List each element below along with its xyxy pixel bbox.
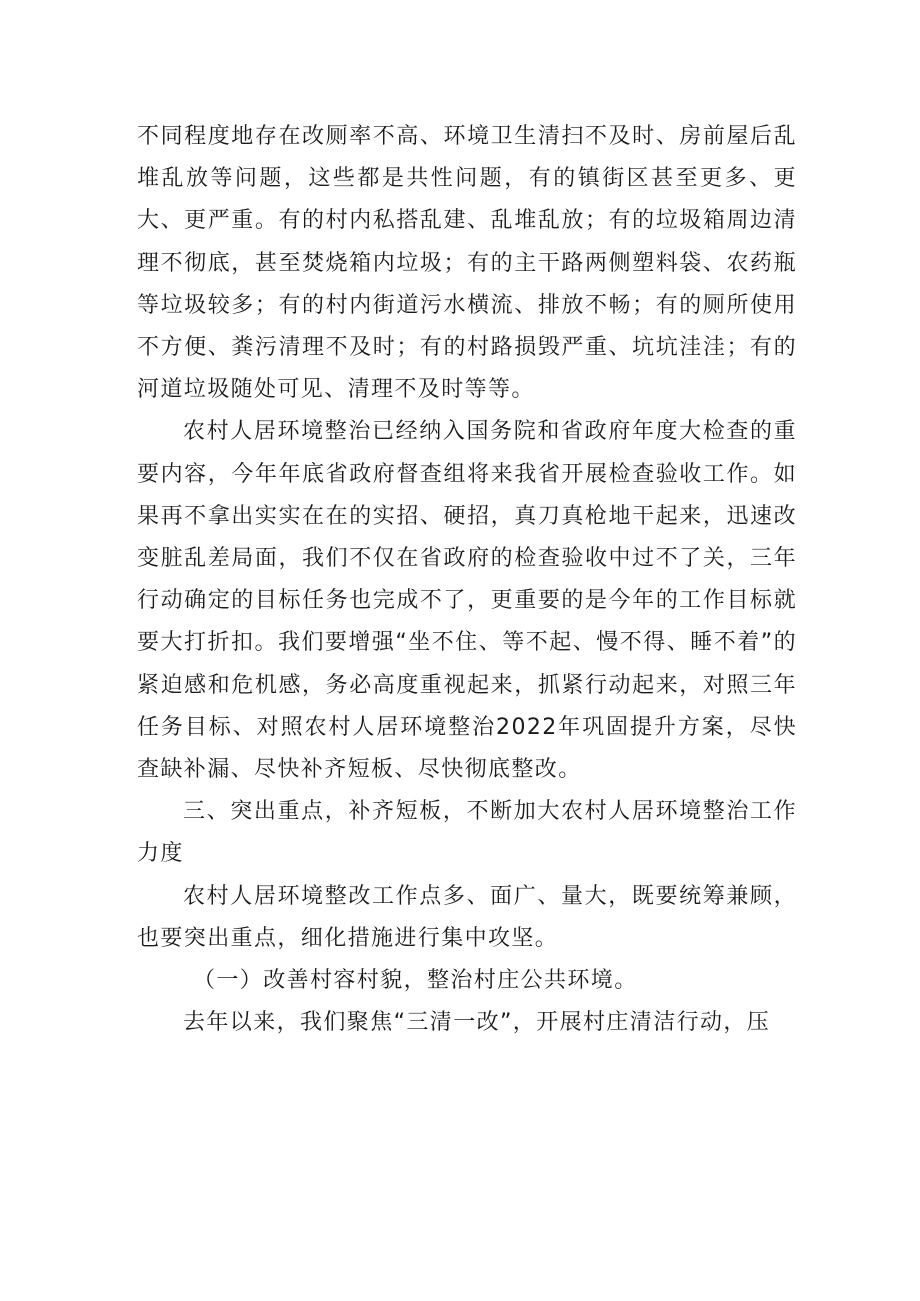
paragraph-1: 不同程度地存在改厕率不高、环境卫生清扫不及时、房前屋后乱堆乱放等问题，这些都是共性问题，有的镇街区甚至更多、更大、更严重。有的村内私搭乱建、乱堆乱放；有的垃圾箱周边清理不彻底，甚至焚烧箱内垃圾；有的主干路两侧塑料袋、农药瓶等垃圾较多；有的村内街道污水横流、排放不畅；有的厕所使用不方便、粪污清理不及时；有的村路损毁严重、坑坑洼洼；有的河道垃圾随处可见、清理不及时等等。 — [137, 124, 797, 403]
section-heading: 三、突出重点，补齐短板，不断加大农村人居环境整治工作力度 — [137, 799, 797, 867]
paragraph-2: 农村人居环境整治已经纳入国务院和省政府年度大检查的重要内容，今年年底省政府督查组将来我省开展检查验收工作。如果再不拿出实实在在的实招、硬招，真刀真枪地干起来，迅速改变脏乱差局面，我们不仅在省政府的检查验收中过不了关，三年行动确定的目标任务也完成不了，更重要的是今年的工作目标就要大打折扣。我们要增强“坐不住、等不起、慢不得、睡不着”的紧迫感和危机感，务必高度重视起来，抓紧行动起来，对照三年任务目标、对照农村人居环境整治2022年巩固提升方案，尽快查缺补漏、尽快补齐短板、尽快彻底整改。 — [137, 419, 797, 783]
paragraph-4: 去年以来，我们聚焦“三清一改”，开展村庄清洁行动，压 — [183, 1010, 771, 1036]
paragraph-3: 农村人居环境整改工作点多、面广、量大，既要统筹兼顾，也要突出重点，细化措施进行集中攻坚。 — [137, 883, 797, 951]
subsection-heading: （一）改善村容村貌，整治村庄公共环境。 — [193, 968, 638, 994]
document-body — [137, 116, 797, 1044]
